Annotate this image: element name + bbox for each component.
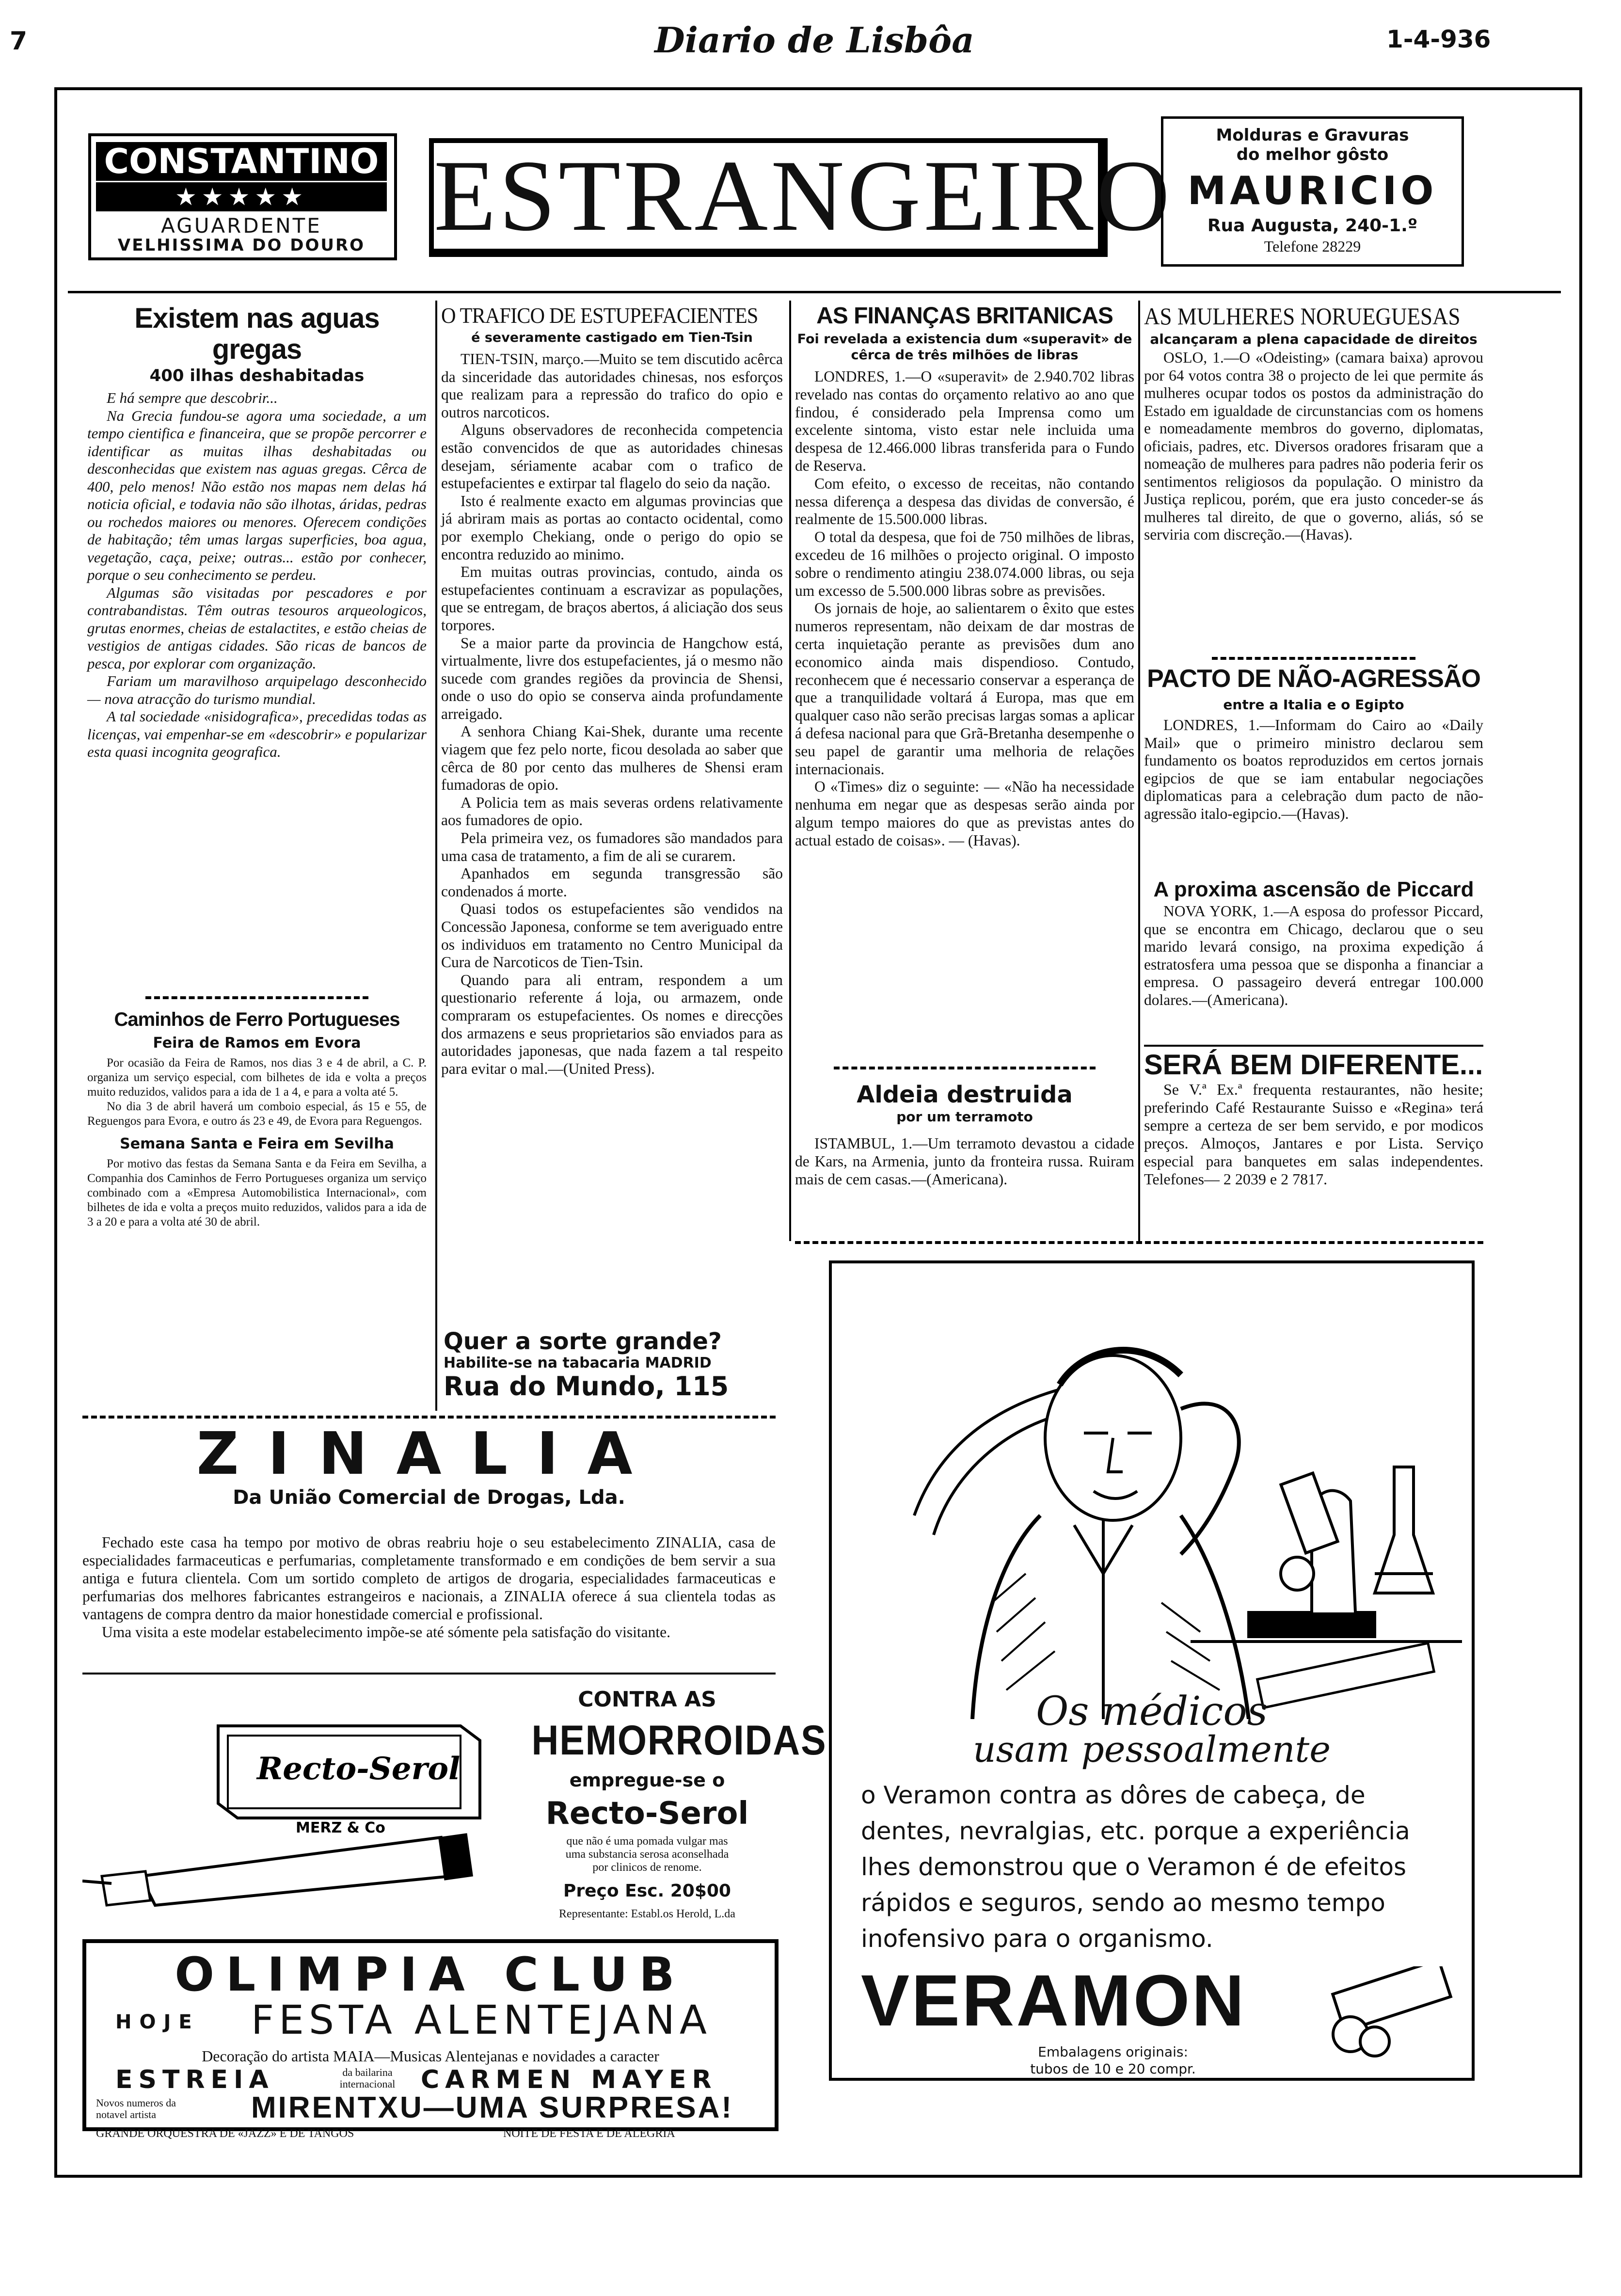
zinalia-top-rule bbox=[82, 1416, 776, 1419]
olimpia-dancer: CARMEN MAYER bbox=[421, 2065, 717, 2094]
separator bbox=[145, 996, 368, 999]
paragraph: Isto é realmente exacto em algumas provincias que já abriram mais as portas ao contacto ocidental, como por exemplo Chekiang, onde o perigo do opio se encontra reduzido ao minimo. bbox=[441, 492, 783, 563]
headline: O TRAFICO DE ESTUPEFACIENTES bbox=[441, 303, 758, 328]
recto-line1: CONTRA AS bbox=[578, 1687, 716, 1712]
column-rule-3 bbox=[1138, 301, 1140, 1241]
recto-line3: empregue-se o bbox=[569, 1770, 725, 1791]
section-title: ESTRANGEIRO bbox=[434, 140, 1173, 252]
paragraph: TIEN-TSIN, março.—Muito se tem discutido acêrca da sinceridade das autoridades chinesas, nos esforços que realizam para a repressão do trafico do opio e outros narcoticos. bbox=[441, 351, 783, 421]
paragraph: A senhora Chiang Kai-Shek, durante uma recente viagem que fez pelo norte, ficou desolada ao saber que cêrca de 80 por cento das mulheres de Shensi eram fumadoras de opio. bbox=[441, 723, 783, 794]
headline: PACTO DE NÃO-AGRESSÃO bbox=[1147, 665, 1480, 693]
paragraph: Em muitas outras provincias, contudo, ainda os estupefacientes continuam a escravizar as populações, que se entregam, de braços abertos, á aliciação dos seus torpores. bbox=[441, 563, 783, 634]
olimpia-event: FESTA ALENTEJANA bbox=[251, 1997, 712, 2043]
headline: Existem nas aguas gregas bbox=[134, 303, 380, 365]
olimpia-today: HOJE bbox=[115, 2011, 200, 2033]
mauricio-ad bbox=[1161, 116, 1464, 267]
article-trafico bbox=[441, 303, 783, 1078]
olimpia-title: OLIMPIA CLUB bbox=[175, 1947, 686, 2002]
recto-fine1: que não é uma pomada vulgar mas bbox=[566, 1835, 728, 1848]
paragraph: Fariam um maravilhoso arquipelago desconhecido — nova atracção do turismo mundial. bbox=[87, 672, 427, 707]
article-piccard bbox=[1144, 877, 1483, 1009]
headline: SERÁ BEM DIFERENTE... bbox=[1144, 1049, 1483, 1081]
box-label: Recto-Serol bbox=[257, 1751, 461, 1787]
paragraph: Quando para ali entram, respondem a um questionario referente á loja, ou armazem, onde compraram os estupefacientes. Os nomes e direcções dos armazens e seus proprietarios são enviados para as autoridades japonesas, que nada fazem a tal respeito para evitar o mal.—(United Press). bbox=[441, 971, 783, 1077]
sorte-grande-ad bbox=[444, 1328, 783, 1406]
paragraph: Na Grecia fundou-se agora uma sociedade, a um tempo cientifica e financeira, que se propõe percorrer e identificar as muitas ilhas deshabitadas ou desconhecidas que existem nas aguas gregas. Cêrca de 400, pelo menos! Não estão nos mapas nem delas há noticia oficial, e todavia não são ilhotas, áridas, pedras ou rochedos maiores ou menores. Oferecem condições de habitação; têm umas largas superficies, boa agua, vegetação, caça, peixe; outras... estão por conhecer, porque o seu conhecimento se perdeu. bbox=[87, 407, 427, 583]
paragraph: Algumas são visitadas por pescadores e por contrabandistas. Têm outras tesouros arqueologicos, grutas enormes, cheias de estalactites, e estão cheias de vestigios de antigas cidades. São ricas de bancos de pesca, por explorar com organização. bbox=[87, 584, 427, 672]
separator bbox=[1144, 1045, 1483, 1047]
doctor-illustration bbox=[832, 1263, 1472, 1719]
paragraph: Com efeito, o excesso de receitas, não contando nessa diferença a despesa das dividas de conversão, é realmente de 15.500.000 libras. bbox=[795, 475, 1134, 528]
olimpia-club-ad bbox=[82, 1939, 779, 2140]
constantino-ad bbox=[88, 133, 397, 260]
veramon-pack2: tubos de 10 e 20 compr. bbox=[1030, 2061, 1196, 2077]
veramon-body: o Veramon contra as dôres de cabeça, de dentes, nevralgias, etc. porque a experiência lhes demonstrou que o Veramon é de efeitos rápidos e seguros, sendo ao mesmo tempo inofensivo para o organismo. bbox=[861, 1781, 1410, 1953]
paragraph: OSLO, 1.—O «Odeisting» (camara baixa) aprovou por 64 votos contra 38 o projecto de lei que permite ás mulheres ocupar todos os postos da administração do Estado em igualdade de circunstancias com os homens e nomeadamente membros do governo, diplomatas, oficiais, padres, etc. Diversos oradores frisaram que a nomeação de mulheres para padres não poderia ferir os sentimentos religiosos da população. O ministro da Justiça replicou, porém, que era justo conceder-se ás mulheres tal direito, de que o governo, aliás, só se serviria com discreção.—(Havas). bbox=[1144, 349, 1483, 543]
recto-fine3: por clinicos de renome. bbox=[592, 1861, 702, 1874]
paragraph: A Policia tem as mais severas ordens relativamente aos fumadores de opio. bbox=[441, 794, 783, 829]
headline: AS MULHERES NORUEGUESAS bbox=[1144, 303, 1461, 330]
mauricio-address: Rua Augusta, 240-1.º bbox=[1207, 216, 1418, 236]
flask bbox=[1375, 1467, 1433, 1593]
column-rule-1 bbox=[435, 301, 437, 1411]
paragraph: Apanhados em segunda transgressão são condenados á morte. bbox=[441, 865, 783, 900]
veramon-ad bbox=[829, 1260, 1475, 2081]
veramon-headline2: usam pessoalmente bbox=[972, 1729, 1331, 1770]
paragraph: Os jornais de hoje, ao salientarem o êxito que estes numeros representam, não deixam de dar mostras de certa inquietação perante as previsões dum ano economico ainda mais dispendioso. Contudo, reconhecem que é necessario conservar a esperança de que a tranquilidade voltará á Europa, mas que em qualquer caso não serão precisas largas somas a aplicar á defesa nacional para que Grã-Bretanha desempenhe o seu papel de garantir uma melhoria de relações internacionais. bbox=[795, 600, 1134, 778]
olimpia-estreia: ESTREIA bbox=[115, 2065, 274, 2094]
olimpia-night: NOITE DE FESTA E DE ALEGRIA bbox=[503, 2127, 675, 2140]
mauricio-brand: MAURICIO bbox=[1187, 168, 1438, 213]
subhead: Feira de Ramos em Evora bbox=[153, 1035, 361, 1052]
paragraph: Se V.ª Ex.ª frequenta restaurantes, não hesite; preferindo Café Restaurante Suisso e «Regina» terá sempre a certeza de ser bem servido, e por modicos preços. Almoços, Jantares e por Lista. Serviço especial para banquetes em salas independentes. Telefones— 2 2039 e 2 7817. bbox=[1144, 1081, 1483, 1188]
sorte-line2: Habilite-se na tabacaria MADRID bbox=[444, 1355, 712, 1371]
headline: Caminhos de Ferro Portugueses bbox=[114, 1009, 400, 1030]
separator bbox=[1212, 657, 1415, 660]
article-caminhos-ferro bbox=[87, 1008, 427, 1229]
top-rule bbox=[68, 291, 1561, 293]
headline: A proxima ascensão de Piccard bbox=[1153, 877, 1474, 901]
mauricio-line2: do melhor gôsto bbox=[1236, 145, 1389, 164]
constantino-line1: AGUARDENTE bbox=[161, 214, 322, 238]
paragraph: NOVA YORK, 1.—A esposa do professor Piccard, que se encontra em Chicago, declarou que o seu marido levará consigo, na proxima expedição á estratosfera uma pessoa que se disponha a financiar a empresa. O passageiro deverá entregar 100.000 dolares.—(Americana). bbox=[1144, 903, 1483, 1008]
paragraph: LONDRES, 1.—O «superavit» de 2.940.702 libras revelado nas contas do orçamento relativo ao ano que findou, é considerado pela Imprensa como um excelente sintoma, visto estar nele incluida uma despesa de 12.466.000 libras transferida para o Fundo de Reserva. bbox=[795, 368, 1134, 474]
ad-divider bbox=[795, 1241, 1483, 1244]
sorte-line1: Quer a sorte grande? bbox=[444, 1328, 722, 1355]
section-title-banner bbox=[429, 138, 1173, 257]
veramon-package-icon bbox=[1317, 1966, 1457, 2058]
issue-date: 1-4-936 bbox=[1386, 25, 1491, 53]
mauricio-line1: Molduras e Gravuras bbox=[1216, 126, 1409, 145]
subhead: é severamente castigado em Tien-Tsin bbox=[471, 330, 753, 345]
subhead: Foi revelada a existencia dum «superavit» de cêrca de três milhões de libras bbox=[797, 332, 1132, 363]
olimpia-artist: MIRENTXU—UMA SURPRESA! bbox=[251, 2091, 734, 2124]
recto-serol-illustration bbox=[82, 1716, 519, 1920]
subhead: entre a Italia e o Egipto bbox=[1223, 697, 1404, 713]
veramon-brand: VERAMON bbox=[861, 1960, 1246, 2041]
recto-line2: HEMORROIDAS bbox=[531, 1717, 827, 1764]
paragraph: Fechado este casa ha tempo por motivo de obras reabriu hoje o seu estabelecimento ZINALIA, casa de especialidades farmaceuticas e perfumarias, completamente transformado e em condições de bem servir a sua antiga e futura clientela. Com um sortido completo de artigos de drogaria, especialidades farmaceuticas e perfumarias dos melhores fabricantes estrangeiros e nacionais, a ZINALIA oferece á sua clientela todas as vantagens de compra dentro da maior honestidade comercial e profissional. bbox=[82, 1534, 776, 1623]
subhead: 400 ilhas deshabitadas bbox=[149, 366, 365, 385]
mauricio-phone: Telefone 28229 bbox=[1264, 238, 1361, 255]
ointment-tube bbox=[82, 1833, 473, 1905]
article-mulheres bbox=[1144, 303, 1483, 544]
paragraph: A tal sociedade «nisidografica», precedidas todas as licenças, vai empenhar-se em «descobrir» e popularizar esta quasi incognita geografica. bbox=[87, 708, 427, 760]
sorte-line3: Rua do Mundo, 115 bbox=[444, 1371, 729, 1402]
subhead: por um terramoto bbox=[896, 1109, 1033, 1125]
article-aguas-gregas bbox=[87, 303, 427, 761]
olimpia-novos: Novos numeros da notavel artista bbox=[96, 2097, 176, 2121]
article-financas bbox=[795, 303, 1134, 850]
headline: AS FINANÇAS BRITANICAS bbox=[816, 303, 1113, 329]
zinalia-brand: ZINALIA bbox=[196, 1420, 662, 1488]
recto-price: Preço Esc. 20$00 bbox=[563, 1881, 731, 1901]
paragraph: Alguns observadores de reconhecida competencia estão convencidos de que as autoridades chinesas desejam, sériamente acabar com o trafico de estupefacientes e extirpar tal flagelo do seio da nação. bbox=[441, 421, 783, 492]
page-number: 7 bbox=[10, 27, 28, 56]
headline: Aldeia destruida bbox=[857, 1081, 1073, 1108]
subhead: Semana Santa e Feira em Sevilha bbox=[120, 1135, 394, 1152]
paragraph: Por motivo das festas da Semana Santa e da Feira em Sevilha, a Companhia dos Caminhos de Ferro Portugueses organiza um serviço combinado com a «Empresa Automobilistica Internacional», com bilhetes de ida e volta a preços muito reduzidos, validos para a ida de 3 a 20 e para a volta até 30 de abril. bbox=[87, 1157, 427, 1228]
paragraph: No dia 3 de abril haverá um comboio especial, ás 15 e 55, de Reguengos para Evora, e outro ás 23 e 49, de Evora para Reguengos. bbox=[87, 1100, 427, 1128]
olimpia-orchestra: GRANDE ORQUESTRA DE «JAZZ» E DE TANGOS bbox=[96, 2127, 354, 2140]
paragraph: Quasi todos os estupefacientes são vendidos na Concessão Japonesa, conforme se tem averiguado entre os individuos em tratamento no Centro Municipal da Cura de Narcoticos de Tien-Tsin. bbox=[441, 900, 783, 971]
separator bbox=[834, 1067, 1096, 1069]
recto-brand: Recto-Serol bbox=[545, 1796, 749, 1832]
doctor-figure bbox=[914, 1350, 1249, 1719]
paragraph: E há sempre que descobrir... bbox=[107, 389, 278, 406]
paragraph: O «Times» diz o seguinte: — «Não ha necessidade nenhuma em negar que as despesas serão ainda por algum tempo maiores do que as previstas antes do actual estado de coisas». — (Havas). bbox=[795, 778, 1134, 849]
paragraph: Se a maior parte da provincia de Hangchow está, virtualmente, livre dos estupefacientes, já o mesmo não sucede com grandes regiões da provincia de Shensi, onde o uso do opio se conserva ainda profundamente arreigado. bbox=[441, 634, 783, 722]
recto-fine2: uma substancia serosa aconselhada bbox=[565, 1848, 729, 1861]
column-rule-2 bbox=[789, 301, 791, 1241]
recto-serol-ad bbox=[82, 1687, 827, 1944]
article-pacto bbox=[1144, 664, 1483, 823]
box-sub: MERZ & Co bbox=[296, 1819, 385, 1836]
subhead: alcançaram a plena capacidade de direitos bbox=[1150, 331, 1478, 347]
constantino-line2: VELHISSIMA DO DOURO bbox=[117, 236, 366, 255]
olimpia-estreia-note: da bailarina internacional bbox=[339, 2066, 396, 2090]
constantino-brand: CONSTANTINO bbox=[96, 142, 387, 181]
veramon-headline1: Os médicos bbox=[1036, 1689, 1268, 1735]
microscope bbox=[1249, 1473, 1375, 1637]
paragraph: Por ocasião da Feira de Ramos, nos dias 3 e 4 de abril, a C. P. organiza um serviço especial, com bilhetes de ida e volta a preços muito reduzidos, validos para a ida de 1 a 4, e para a volta até 5. bbox=[87, 1056, 427, 1099]
recto-agent: Representante: Establ.os Herold, L.da bbox=[559, 1908, 735, 1920]
veramon-pack1: Embalagens originais: bbox=[1038, 2044, 1188, 2060]
paragraph: O total da despesa, que foi de 750 milhões de libras, excedeu de 16 milhões o projecto original. O imposto sobre o rendimento atingiu 238.074.000 libras, ou seja um excesso de 5.500.000 libras sobre as previsões. bbox=[795, 528, 1134, 599]
paragraph: Uma visita a este modelar estabelecimento impõe-se até sómente pela satisfação do visitante. bbox=[102, 1624, 670, 1641]
newspaper-title: Diario de Lisbôa bbox=[654, 19, 974, 61]
olimpia-decor: Decoração do artista MAIA—Musicas Alentejanas e novidades a caracter bbox=[202, 2047, 659, 2065]
paragraph: LONDRES, 1.—Informam do Cairo ao «Daily Mail» que o primeiro ministro declarou sem fundamento os boatos reproduzidos em certos jornais egipcios de que se iam entabular negociações diplomaticas para a celebração dum pacto de não-agressão italo-egipcio.—(Havas). bbox=[1144, 717, 1483, 822]
restaurant-ad bbox=[1144, 1050, 1483, 1188]
constantino-stars: ★★★★★ bbox=[96, 182, 387, 211]
article-aldeia bbox=[795, 1081, 1134, 1188]
zinalia-ad bbox=[82, 1420, 776, 1641]
separator bbox=[82, 1673, 776, 1674]
zinalia-company: Da União Comercial de Drogas, Lda. bbox=[233, 1486, 625, 1509]
paragraph: Pela primeira vez, os fumadores são mandados para uma casa de tratamento, a fim de ali se curarem. bbox=[441, 829, 783, 864]
paragraph: ISTAMBUL, 1.—Um terramoto devastou a cidade de Kars, na Armenia, junto da fronteira russa. Ruiram mais de cem casas.—(Americana). bbox=[795, 1135, 1134, 1188]
